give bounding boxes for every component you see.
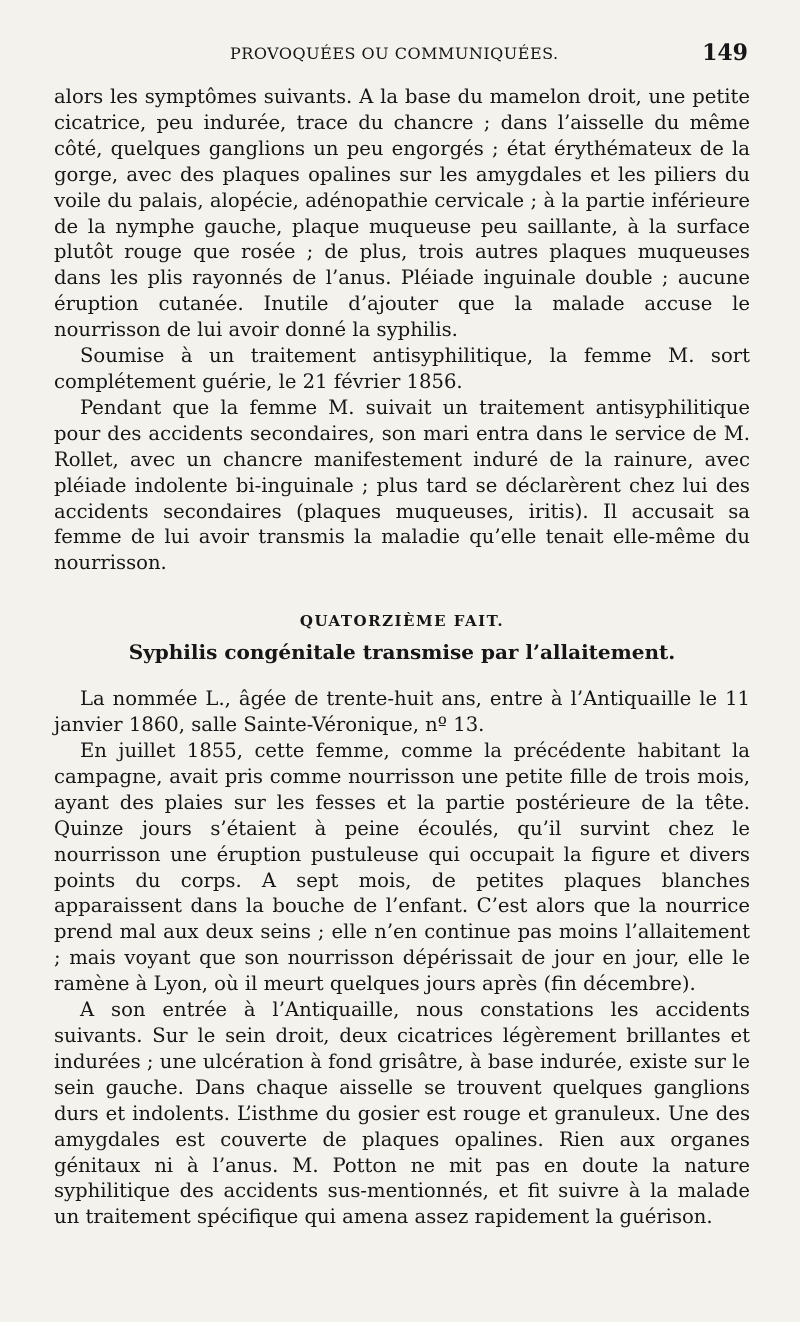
paragraph: Soumise à un traitement antisyphilitique, la femme M. sort complétement guérie, le 21 février 1856.: [54, 344, 750, 393]
paragraph: A son entrée à l’Antiquaille, nous constations les accidents suivants. Sur le sein droit, deux cicatrices légèrement brillantes et indurées ; une ulcération à fond grisâtre, à base indurée, existe sur le sein gauche. Dans chaque aisselle se trouvent quelques ganglions durs et indolents. L’isthme du gosier est rouge et granuleux. Une des amygdales est couverte de plaques opalines. Rien aux organes génitaux ni à l’anus. M. Potton ne mit pas en doute la nature syphilitique des accidents sus-mentionnés, et fit suivre à la malade un traitement spécifique qui amena assez rapidement la guérison.: [54, 998, 750, 1229]
page-header: [54, 0, 750, 84]
paragraph: alors les symptômes suivants. A la base du mamelon droit, une petite cicatrice, peu indurée, trace du chancre ; dans l’aisselle du même côté, quelques ganglions un peu engorgés ; état érythémateux de la gorge, avec des plaques opalines sur les amygdales et les piliers du voile du palais, alopécie, adénopathie cervicale ; à la partie inférieure de la nymphe gauche, plaque muqueuse peu saillante, à la surface plutôt rouge que rosée ; de plus, trois autres plaques muqueuses dans les plis rayonnés de l’anus. Pléiade inguinale double ; aucune éruption cutanée. Inutile d’ajouter que la malade accuse le nourrisson de lui avoir donné la syphilis.: [54, 85, 750, 342]
page-number: 149: [702, 40, 748, 66]
paragraph: La nommée L., âgée de trente-huit ans, entre à l’Antiquaille le 11 janvier 1860, salle Sainte-Véronique, nº 13.: [54, 687, 750, 737]
body-text: [54, 84, 750, 1230]
section-title: Syphilis congénitale transmise par l’allaitement.: [128, 640, 676, 665]
running-head: PROVOQUÉES OU COMMUNIQUÉES.: [230, 44, 559, 63]
paragraph: En juillet 1855, cette femme, comme la précédente habitant la campagne, avait pris comme nourrisson une petite fille de trois mois, ayant des plaies sur les fesses et la partie postérieure de la tête. Quinze jours s’étaient à peine écoulés, qu’il survint chez le nourrisson une éruption pustuleuse qui occupait la figure et divers points du corps. A sept mois, de petites plaques blanches apparaissent dans la bouche de l’enfant. C’est alors que la nourrice prend mal aux deux seins ; elle n’en continue pas moins l’allaitement ; mais voyant que son nourrisson dépérissait de jour en jour, elle le ramène à Lyon, où il meurt quelques jours après (fin décembre).: [54, 739, 750, 996]
section-label: QUATORZIÈME FAIT.: [299, 612, 505, 631]
paragraph: Pendant que la femme M. suivait un traitement antisyphilitique pour des accidents secondaires, son mari entra dans le service de M. Rollet, avec un chancre manifestement induré de la rainure, avec pléiade indolente bi-inguinale ; plus tard se déclarèrent chez lui des accidents secondaires (plaques muqueuses, iritis). Il accusait sa femme de lui avoir transmis la maladie qu’elle tenait elle-même du nourrisson.: [54, 395, 750, 575]
